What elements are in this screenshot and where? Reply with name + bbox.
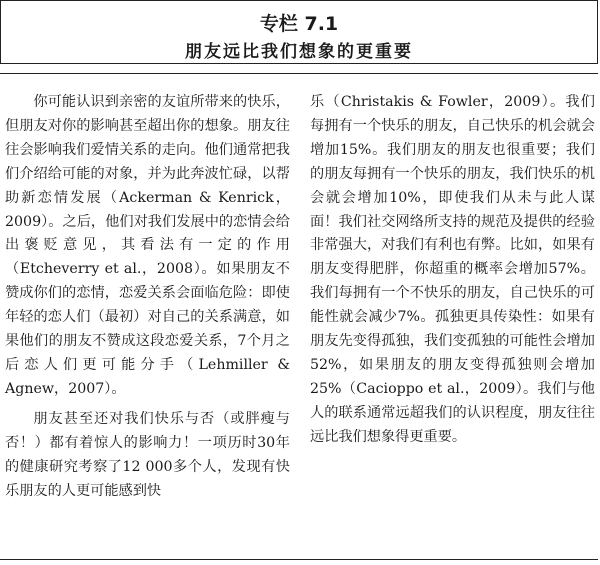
box-header (0, 0, 598, 64)
paragraph: 你可能认识到亲密的友谊所带来的快乐，但朋友对你的影响甚至超出你的想象。朋友往往会影响我们爱情关系的走向。他们通常把我们介绍给可能的对象，并为此奔波忙碌，以帮助新恋情发展（Ackerman & Kenrick，2009）。之后，他们对我们发展中的恋情会给出褒贬意见，其看法有一定的作用（Etcheverry et al.，2008）。如果朋友不赞成你们的恋情，恋爱关系会面临危险：即使年轻的恋人们（最初）对自己的关系满意，如果他们的朋友不赞成这段恋爱关系，7个月之后恋人们更可能分手（Lehmiller & Agnew，2007）。 (5, 94, 290, 397)
left-column (5, 91, 290, 503)
right-column (310, 91, 595, 450)
box-label: 专栏 7.1 (259, 13, 339, 35)
top-rule (0, 73, 598, 74)
bottom-rule (0, 559, 598, 560)
paragraph: 乐（Christakis & Fowler，2009）。我们每拥有一个快乐的朋友，自己快乐的机会就会增加15%。我们朋友的朋友也很重要；我们的朋友每拥有一个快乐的朋友，我们快乐的机会就会增加10%，即使我们从未与此人谋面！我们社交网络所支持的规范及提供的经验非常强大，对我们有利也有弊。比如，如果有朋友变得肥胖，你超重的概率会增加57%。我们每拥有一个不快乐的朋友，自己快乐的可能性就会减少7%。孤独更具传染性：如果有朋友先变得孤独，我们变孤独的可能性会增加52%，如果朋友的朋友变得孤独则会增加25%（Cacioppo et al.，2009）。我们与他人的联系通常远超我们的认识程度，朋友往往远比我们想象得更重要。 (310, 94, 595, 445)
paragraph: 朋友甚至还对我们快乐与否（或胖瘦与否！）都有着惊人的影响力！一项历时30年的健康研究考察了12 000多个人，发现有快乐朋友的人更可能感到快 (5, 410, 290, 499)
box-title: 朋友远比我们想象的更重要 (185, 42, 413, 62)
